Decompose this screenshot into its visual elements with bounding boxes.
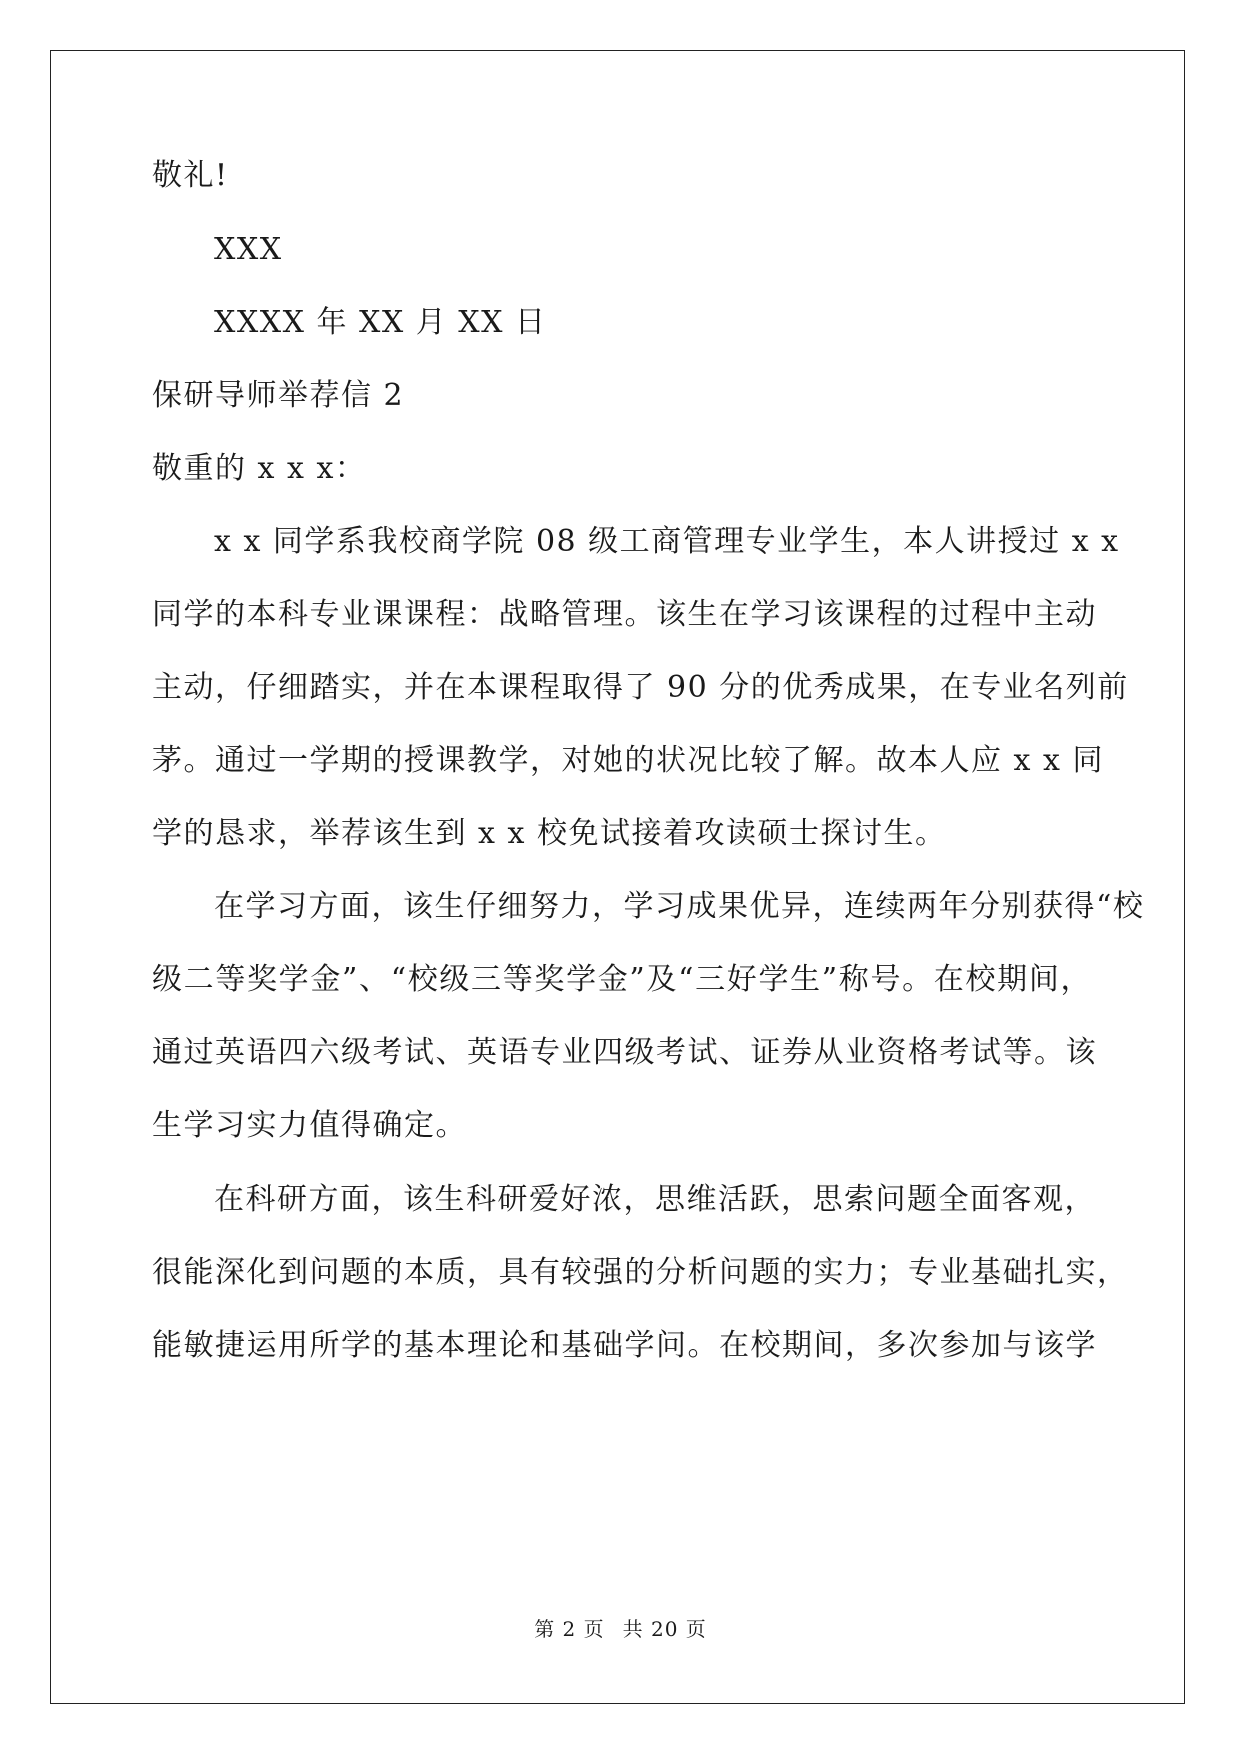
section-title: 保研导师举荐信 2 <box>152 378 405 413</box>
closing-salutation: 敬礼! <box>152 158 229 193</box>
paragraph-2-line-2: 级二等奖学金”、“校级三等奖学金”及“三好学生”称号。在校期间， <box>152 962 1092 997</box>
paragraph-1-line-5: 学的恳求，举荐该生到 x x 校免试接着攻读硕士探讨生。 <box>152 816 947 851</box>
paragraph-1-line-2: 同学的本科专业课课程：战略管理。该生在学习该课程的过程中主动 <box>152 597 1097 632</box>
paragraph-3-line-3: 能敏捷运用所学的基本理论和基础学问。在校期间，多次参加与该学 <box>152 1328 1097 1363</box>
paragraph-1-line-1: x x 同学系我校商学院 08 级工商管理专业学生，本人讲授过 x x <box>214 524 1120 559</box>
page-total: 共 20 页 <box>622 1617 707 1641</box>
signature-date: XXXX 年 XX 月 XX 日 <box>214 305 547 340</box>
page-number: 第 2 页 <box>534 1617 605 1641</box>
paragraph-1-line-4: 茅。通过一学期的授课教学，对她的状况比较了解。故本人应 x x 同 <box>152 743 1104 778</box>
paragraph-2-line-1: 在学习方面，该生仔细努力，学习成果优异，连续两年分别获得“校 <box>214 889 1145 924</box>
greeting: 敬重的 x x x： <box>152 451 367 486</box>
page-border <box>50 50 1185 1704</box>
paragraph-1-line-3: 主动，仔细踏实，并在本课程取得了 90 分的优秀成果，在专业名列前 <box>152 670 1129 705</box>
page-footer <box>0 1614 1241 1644</box>
paragraph-2-line-4: 生学习实力值得确定。 <box>152 1108 467 1143</box>
paragraph-2-line-3: 通过英语四六级考试、英语专业四级考试、证券从业资格考试等。该 <box>152 1035 1097 1070</box>
paragraph-3-line-2: 很能深化到问题的本质，具有较强的分析问题的实力；专业基础扎实， <box>152 1255 1129 1290</box>
paragraph-3-line-1: 在科研方面，该生科研爱好浓，思维活跃，思索问题全面客观， <box>214 1182 1096 1217</box>
signature-name: XXX <box>214 232 283 267</box>
